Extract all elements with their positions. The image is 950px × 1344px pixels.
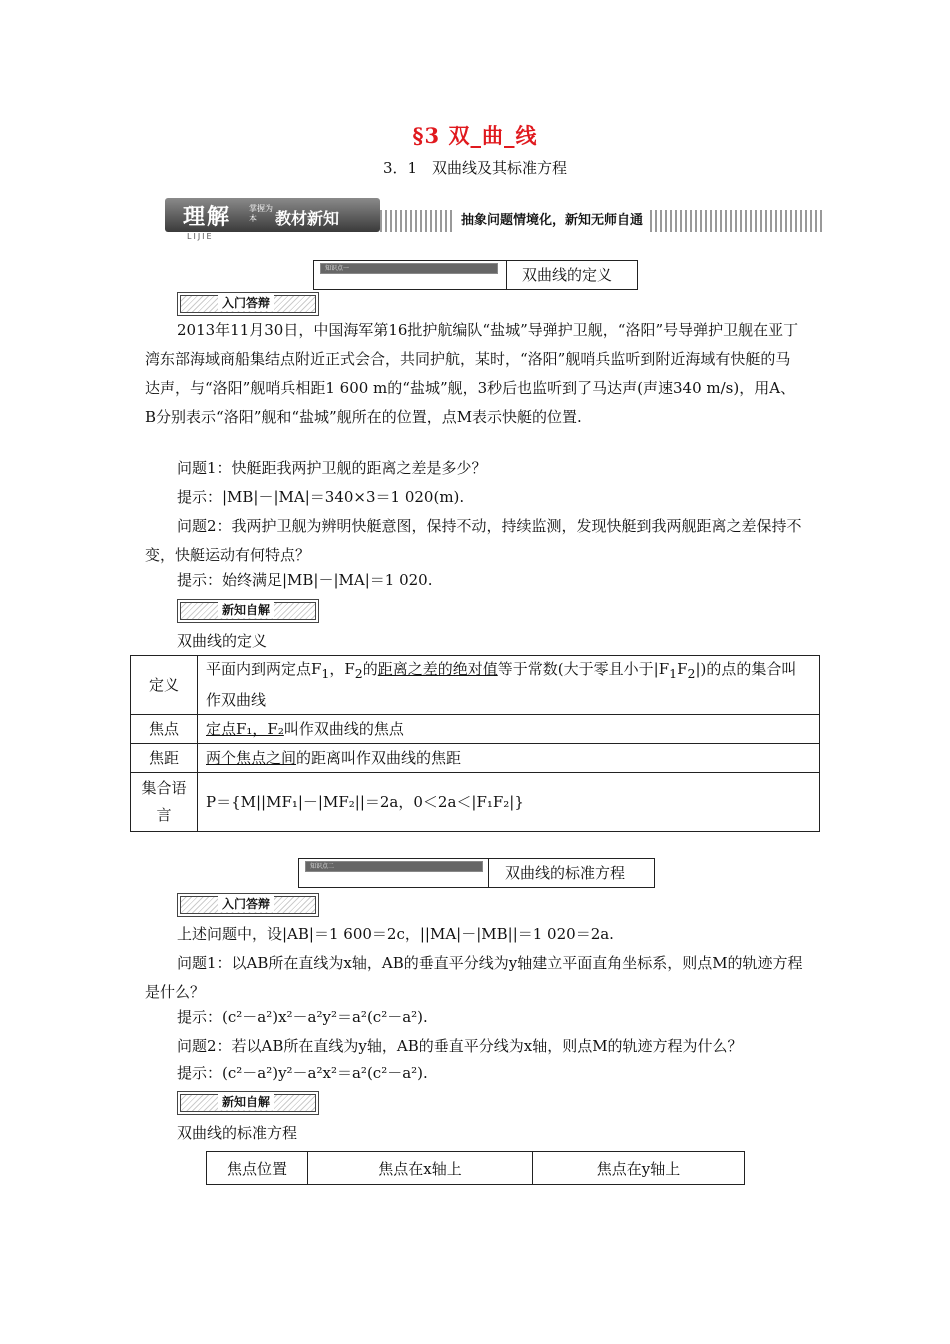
banner-mid-text: 教材新知 [275, 209, 340, 228]
question-2: 问题2：若以AB所在直线为y轴，AB的垂直平分线为x轴，则点M的轨迹方程为什么？ [177, 1037, 743, 1055]
header-cell: 焦点位置 [207, 1152, 308, 1185]
intro-label-text: 入门答辩 [218, 294, 274, 311]
row-value: 两个焦点之间的距离叫作双曲线的焦距 [198, 744, 820, 773]
section-title: §3 双_曲_线 [412, 123, 538, 148]
header-cell: 焦点在x轴上 [308, 1152, 533, 1185]
standard-equation-heading: 双曲线的标准方程 [177, 1124, 298, 1142]
table-header-row [207, 1152, 745, 1185]
intro-label [177, 893, 319, 917]
knowledge-point-2 [298, 858, 655, 888]
table-row [131, 744, 820, 773]
question-1: 问题1：快艇距我两护卫舰的距离之差是多少？ [177, 459, 487, 477]
row-key: 定义 [131, 656, 198, 715]
chapter-banner [165, 198, 825, 241]
self-study-label [177, 599, 319, 623]
standard-equation-table [206, 1151, 745, 1185]
hint-1: 提示：(c²－a²)x²－a²y²＝a²(c²－a²). [177, 1008, 428, 1026]
header-cell: 焦点在y轴上 [533, 1152, 745, 1185]
self-study-label-text: 新知自解 [218, 601, 274, 618]
banner-badge [165, 198, 380, 232]
row-key: 集合语言 [131, 773, 198, 832]
divider [488, 859, 489, 887]
row-key: 焦距 [131, 744, 198, 773]
banner-small-text: 掌握为本 [249, 204, 273, 223]
banner-pinyin: LIJIE [187, 232, 214, 241]
subsection-title: 3．1 双曲线及其标准方程 [382, 159, 568, 177]
definition-table [130, 655, 820, 832]
table-row [131, 773, 820, 832]
definition-heading: 双曲线的定义 [177, 632, 268, 650]
question-2: 问题2：我两护卫舰为辨明快艇意图，保持不动，持续监测，发现快艇到我两舰距离之差保持不变，快艇运动有何特点？ [145, 517, 802, 564]
knowledge-point-1 [313, 260, 638, 290]
hint-1: 提示：|MB|－|MA|＝340×3＝1 020(m). [177, 488, 465, 506]
setup-line: 上述问题中，设|AB|＝1 600＝2c，||MA|－|MB||＝1 020＝2a. [177, 925, 614, 943]
question-1: 问题1：以AB所在直线为x轴，AB的垂直平分线为y轴建立平面直角坐标系，则点M的轨迹方程是什么？ [145, 954, 803, 1001]
banner-slogan: 抽象问题情境化，新知无师自通 [455, 210, 649, 232]
knowledge-point-tag-text: 知识点二 [310, 863, 335, 870]
table-row [131, 715, 820, 744]
banner-big-text: 理解 [183, 205, 232, 230]
knowledge-point-title: 双曲线的定义 [522, 266, 613, 284]
intro-label [177, 292, 319, 316]
row-key: 焦点 [131, 715, 198, 744]
intro-label-text: 入门答辩 [218, 895, 274, 912]
knowledge-point-tag [320, 263, 498, 274]
row-value: P＝{M||MF₁|－|MF₂||＝2a，0＜2a＜|F₁F₂|} [198, 773, 820, 832]
knowledge-point-tag-text: 知识点一 [325, 265, 350, 272]
knowledge-point-tag [305, 861, 483, 872]
row-value: 平面内到两定点$F_1$，$F_2$的距离之差的绝对值等于常数(大于零且小于$|F_1F_2|$)的点的集合叫作双曲线 [198, 656, 820, 715]
knowledge-point-title: 双曲线的标准方程 [505, 864, 626, 882]
self-study-label-text: 新知自解 [218, 1093, 274, 1110]
divider [506, 261, 507, 289]
row-value: 定点F₁，F₂叫作双曲线的焦点 [198, 715, 820, 744]
hint-2: 提示：始终满足|MB|－|MA|＝1 020. [177, 571, 433, 589]
self-study-label [177, 1091, 319, 1115]
hint-2: 提示：(c²－a²)y²－a²x²＝a²(c²－a²). [177, 1064, 428, 1082]
scenario-paragraph: 2013年11月30日，中国海军第16批护航编队“盐城”导弹护卫舰，“洛阳”号导弹护卫舰在亚丁湾东部海域商船集结点附近正式会合，共同护航，某时，“洛阳”舰哨兵监听到附近海域有快艇的马达声，与“洛阳”舰哨兵相距1 600 m的“盐城”舰，3秒后也监听到了马达声(声速340 m/s)，用A、B分别表示“洛阳”舰和“盐城”舰所在的位置，点M表示快艇的位置. [145, 321, 799, 426]
table-row [131, 656, 820, 715]
